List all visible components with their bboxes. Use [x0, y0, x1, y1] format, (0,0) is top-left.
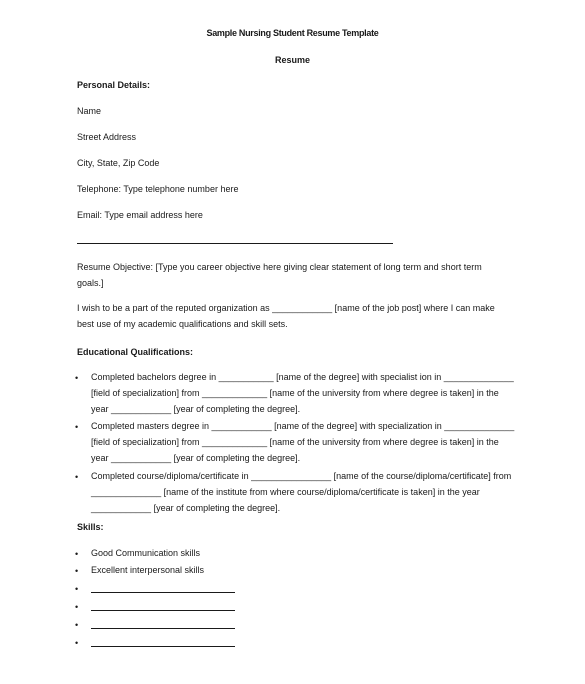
- skills-heading: Skills:: [77, 522, 104, 532]
- bullet-icon: •: [75, 584, 79, 594]
- street-address-line: Street Address: [77, 132, 137, 142]
- bullet-icon: •: [75, 549, 79, 559]
- skill-blank-line: [91, 610, 235, 611]
- education-item-course: Completed course/diploma/certificate in ________________ [name of the course/diploma/certificate] from ______________ [name of the institute from where course/diploma/certificate is taken] in the year ____________ [year of completing the degree].: [91, 471, 512, 513]
- personal-details-heading: Personal Details:: [77, 80, 151, 90]
- skill-blank-line: [91, 592, 235, 593]
- education-item-masters: Completed masters degree in ____________ [name of the degree] with specialization in ______________ [field of specialization] from _____________ [name of the university from where degree is taken] in the year ____________ [year of completing the degree].: [91, 421, 515, 463]
- section-divider: [77, 243, 393, 244]
- objective-statement: I wish to be a part of the reputed organization as ____________ [name of the job post] where I can make best use of my academic qualifications and skill sets.: [77, 303, 495, 329]
- skill-blank-line: [91, 628, 235, 629]
- bullet-icon: •: [75, 422, 79, 432]
- email-line: Email: Type email address here: [77, 210, 203, 220]
- resume-objective: Resume Objective: [Type you career objective here giving clear statement of long term and short term goals.]: [77, 262, 482, 288]
- skill-blank-line: [91, 646, 235, 647]
- bullet-icon: •: [75, 566, 79, 576]
- education-item-bachelors: Completed bachelors degree in ___________ [name of the degree] with specialist ion in ______________ [field of specialization] from _____________ [name of the university from where degree is taken] in the year ____________ [year of completing the degree].: [91, 372, 514, 414]
- bullet-icon: •: [75, 373, 79, 383]
- name-line: Name: [77, 106, 102, 116]
- skill-item-interpersonal: Excellent interpersonal skills: [91, 565, 205, 575]
- bullet-icon: •: [75, 472, 79, 482]
- bullet-icon: •: [75, 602, 79, 612]
- bullet-icon: •: [75, 638, 79, 648]
- bullet-icon: •: [75, 620, 79, 630]
- telephone-line: Telephone: Type telephone number here: [77, 184, 239, 194]
- education-heading: Educational Qualifications:: [77, 347, 194, 357]
- document-title: Sample Nursing Student Resume Template: [206, 28, 379, 38]
- city-state-zip-line: City, State, Zip Code: [77, 158, 160, 168]
- document-subtitle: Resume: [274, 55, 310, 65]
- skill-item-communication: Good Communication skills: [91, 548, 201, 558]
